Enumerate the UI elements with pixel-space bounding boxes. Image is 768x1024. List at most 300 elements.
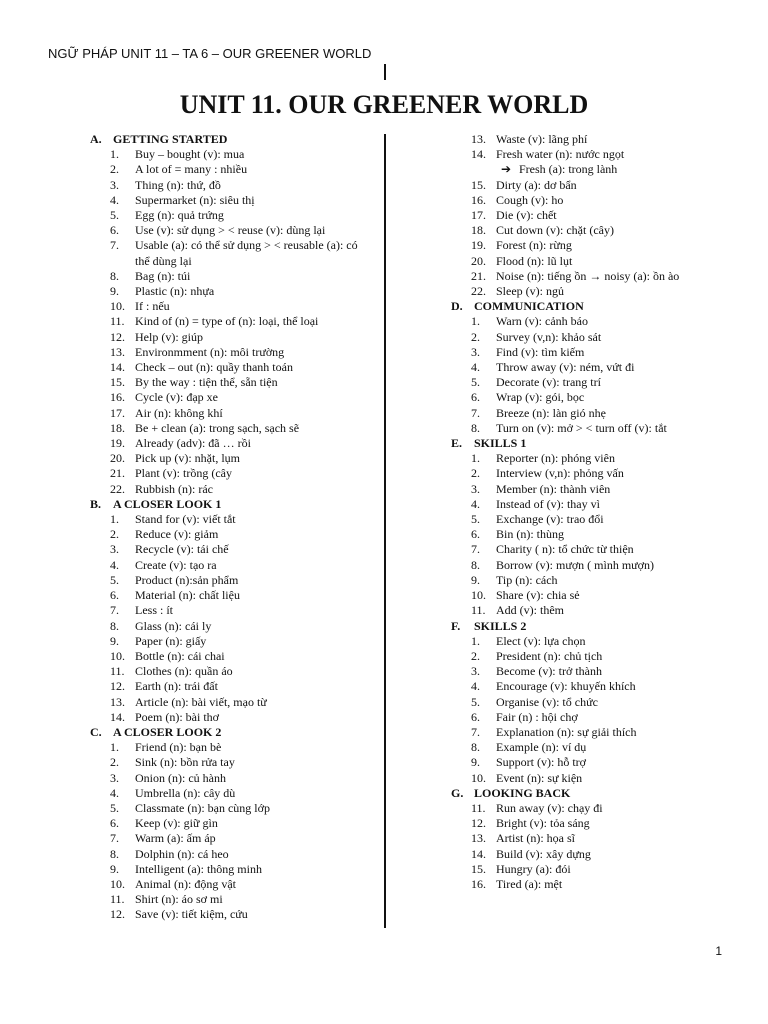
vocab-item — [451, 603, 751, 618]
item-number: 10. — [110, 648, 125, 663]
vocab-item — [451, 816, 751, 831]
item-number: 9. — [110, 633, 119, 648]
vocab-item — [451, 390, 751, 405]
vocab-text: Run away (v): chạy đi — [496, 800, 603, 815]
item-number: 17. — [110, 405, 125, 420]
vocab-text: Plant (v): trồng (cây — [135, 466, 232, 481]
vocab-text: Pick up (v): nhặt, lụm — [135, 451, 240, 466]
vocab-text: Sleep (v): ngủ — [496, 284, 564, 299]
vocab-item — [451, 330, 751, 345]
item-number: 17. — [471, 208, 486, 223]
vocab-item — [90, 284, 375, 299]
vocab-text: Build (v): xây dựng — [496, 846, 591, 861]
vocab-item — [451, 284, 751, 299]
item-number: 4. — [110, 557, 119, 572]
section-heading — [90, 132, 375, 147]
vocab-text: Intelligent (a): thông minh — [135, 861, 262, 876]
item-number: 3. — [471, 344, 480, 359]
vocab-text: Be + clean (a): trong sạch, sạch sẽ — [135, 420, 300, 435]
vocab-text: Animal (n): động vật — [135, 876, 236, 891]
item-number: 7. — [471, 542, 480, 557]
vocab-text: Reduce (v): giảm — [135, 527, 219, 542]
vocab-item — [90, 801, 375, 816]
vocab-item — [90, 573, 375, 588]
vocab-text: Dirty (a): dơ bẩn — [496, 177, 577, 192]
vocab-item — [90, 360, 375, 375]
vocab-text: Charity ( n): tổ chức từ thiện — [496, 542, 634, 557]
item-number: 8. — [471, 740, 480, 755]
item-number: 1. — [110, 147, 119, 162]
vocab-text: Article (n): bài viết, mạo từ — [135, 694, 267, 709]
vocab-item — [451, 710, 751, 725]
item-number: 11. — [471, 603, 486, 618]
vocab-item — [451, 588, 751, 603]
vocab-text: Classmate (n): bạn cùng lớp — [135, 800, 270, 815]
vocab-item — [90, 208, 375, 223]
vocab-text: Umbrella (n): cây dù — [135, 785, 236, 800]
vocab-item — [451, 178, 751, 193]
vocab-item — [451, 269, 751, 284]
vocab-item — [451, 847, 751, 862]
page-number: 1 — [715, 944, 722, 958]
section-letter: A. — [90, 132, 102, 146]
arrow-icon: ➔ — [501, 162, 512, 177]
vocab-item — [451, 664, 751, 679]
vocab-item — [90, 269, 375, 284]
vocab-item — [90, 755, 375, 770]
item-number: 15. — [471, 861, 486, 876]
item-number: 6. — [110, 816, 119, 831]
item-number: 12. — [110, 907, 125, 922]
vocab-text: Bottle (n): cái chai — [135, 648, 225, 663]
item-number: 16. — [110, 390, 125, 405]
section-title: LOOKING BACK — [474, 785, 571, 800]
item-number: 5. — [471, 375, 480, 390]
item-number: 13. — [471, 831, 486, 846]
item-number: 1. — [110, 740, 119, 755]
item-number: 10. — [471, 588, 486, 603]
vocab-text: Check – out (n): quầy thanh toán — [135, 360, 293, 375]
vocab-item — [90, 740, 375, 755]
vocab-text: Bin (n): thùng — [496, 527, 564, 542]
item-number: 1. — [471, 314, 480, 329]
vocab-text: Wrap (v): gói, bọc — [496, 390, 585, 405]
item-number: 7. — [110, 238, 119, 253]
vocab-item — [451, 527, 751, 542]
vocab-item — [451, 801, 751, 816]
vocab-text: Turn on (v): mở > < turn off (v): tắt — [496, 420, 667, 435]
vocab-text: Supermarket (n): siêu thị — [135, 192, 255, 207]
vocab-item — [451, 634, 751, 649]
item-number: 5. — [110, 208, 119, 223]
vocab-item — [90, 451, 375, 466]
page-title: UNIT 11. OUR GREENER WORLD — [179, 90, 589, 119]
vocab-text: A lot of = many : nhiều — [135, 162, 248, 177]
section-title: A CLOSER LOOK 2 — [113, 724, 222, 739]
section-letter: E. — [451, 436, 463, 451]
item-number: 18. — [110, 420, 125, 435]
item-number: 8. — [471, 557, 480, 572]
vocab-text: Recycle (v): tái chế — [135, 542, 229, 557]
vocab-text: Cycle (v): đạp xe — [135, 390, 218, 405]
vocab-item — [90, 193, 375, 208]
vocab-text: Help (v): giúp — [135, 329, 203, 344]
item-number: 7. — [110, 603, 119, 618]
item-number: 2. — [471, 466, 480, 481]
vocab-text: Tip (n): cách — [496, 572, 558, 587]
item-number: 6. — [110, 588, 119, 603]
vocab-text: Elect (v): lựa chọn — [496, 633, 586, 648]
section-title: GETTING STARTED — [113, 132, 228, 146]
vocab-text: Bag (n): túi — [135, 268, 191, 283]
vocab-text: Fair (n) : hội chợ — [496, 709, 578, 724]
vocab-item — [451, 771, 751, 786]
vocab-item — [451, 497, 751, 512]
vocab-text: Keep (v): giữ gìn — [135, 816, 218, 831]
item-number: 8. — [110, 846, 119, 861]
vocab-item — [90, 527, 375, 542]
vocab-text: Instead of (v): thay vì — [496, 496, 600, 511]
vocab-item — [90, 406, 375, 421]
vocab-item — [451, 451, 751, 466]
vocab-text: Forest (n): rừng — [496, 238, 572, 253]
vocab-item — [90, 542, 375, 557]
vocab-text: Reporter (n): phóng viên — [496, 451, 615, 466]
item-number: 18. — [471, 223, 486, 238]
vocab-text: Survey (v,n): khảo sát — [496, 329, 602, 344]
vocab-item — [90, 223, 375, 238]
item-number: 9. — [471, 755, 480, 770]
section-heading — [451, 619, 751, 634]
item-number: 11. — [110, 892, 125, 907]
vocab-item — [451, 542, 751, 557]
item-number: 4. — [110, 785, 119, 800]
vocab-item — [451, 740, 751, 755]
vocab-item — [90, 238, 375, 268]
vocab-text: Interview (v,n): phỏng vấn — [496, 466, 624, 481]
item-number: 9. — [471, 572, 480, 587]
vocab-item — [451, 375, 751, 390]
vocab-item — [451, 466, 751, 481]
vocab-text: Event (n): sự kiện — [496, 770, 583, 785]
item-number: 3. — [110, 770, 119, 785]
item-number: 14. — [471, 147, 486, 162]
item-number: 14. — [110, 709, 125, 724]
vocab-item — [90, 390, 375, 405]
vocab-text: Usable (a): có thể sử dụng > < reusable (a): có thể dùng lại — [135, 238, 358, 268]
vocab-text: If : nếu — [135, 299, 170, 314]
item-number: 10. — [110, 876, 125, 891]
vocab-item — [90, 831, 375, 846]
item-number: 10. — [110, 299, 125, 314]
item-number: 6. — [471, 390, 480, 405]
vocab-item — [90, 375, 375, 390]
item-number: 11. — [471, 800, 486, 815]
vocab-item — [90, 619, 375, 634]
vocab-item — [451, 725, 751, 740]
vocab-text: Breeze (n): làn gió nhẹ — [496, 405, 606, 420]
item-number: 7. — [471, 405, 480, 420]
vocab-item — [90, 664, 375, 679]
vocab-text: Warm (a): ấm áp — [135, 831, 216, 846]
vocab-text: Organise (v): tổ chức — [496, 694, 598, 709]
item-number: 4. — [471, 360, 480, 375]
item-number: 14. — [110, 360, 125, 375]
vocab-item — [451, 345, 751, 360]
vocab-text: Example (n): ví dụ — [496, 740, 587, 755]
vocab-item — [451, 679, 751, 694]
section-letter: F. — [451, 618, 461, 633]
left-column — [90, 132, 375, 923]
vocab-text: Egg (n): quả trứng — [135, 208, 224, 223]
vocab-item — [90, 421, 375, 436]
vocab-text: Material (n): chất liệu — [135, 588, 240, 603]
item-number: 9. — [110, 284, 119, 299]
item-number: 20. — [471, 253, 486, 268]
vocab-item — [90, 314, 375, 329]
item-number: 1. — [471, 633, 480, 648]
item-number: 4. — [471, 496, 480, 511]
vocab-text: Bright (v): tỏa sáng — [496, 816, 590, 831]
vocab-item — [451, 831, 751, 846]
vocab-item — [90, 816, 375, 831]
text-cursor — [384, 64, 386, 80]
vocab-text: President (n): chủ tịch — [496, 648, 603, 663]
vocab-text: Poem (n): bài thơ — [135, 709, 219, 724]
vocab-text: Add (v): thêm — [496, 603, 564, 618]
section-heading — [451, 786, 751, 801]
vocab-text: Waste (v): lãng phí — [496, 132, 588, 146]
vocab-item — [90, 786, 375, 801]
item-number: 19. — [471, 238, 486, 253]
item-number: 12. — [471, 816, 486, 831]
item-number: 21. — [471, 268, 486, 283]
section-title: A CLOSER LOOK 1 — [113, 496, 222, 511]
vocab-text: Warn (v): cảnh báo — [496, 314, 588, 329]
vocab-text: Borrow (v): mượn ( mình mượn) — [496, 557, 655, 572]
vocab-text: Die (v): chết — [496, 208, 557, 223]
vocab-item — [90, 771, 375, 786]
item-number: 12. — [110, 329, 125, 344]
vocab-text: Onion (n): củ hành — [135, 770, 226, 785]
vocab-item — [90, 649, 375, 664]
vocab-item — [90, 634, 375, 649]
section-letter: D. — [451, 299, 463, 314]
vocab-text: Throw away (v): ném, vứt đi — [496, 360, 635, 375]
vocab-item — [90, 877, 375, 892]
vocab-item — [451, 223, 751, 238]
vocab-text: Already (adv): đã … rồi — [135, 436, 251, 451]
vocab-item — [90, 679, 375, 694]
vocab-text: Create (v): tạo ra — [135, 557, 217, 572]
item-number: 3. — [471, 664, 480, 679]
vocab-text: Member (n): thành viên — [496, 481, 611, 496]
vocab-item — [451, 238, 751, 253]
item-number: 5. — [471, 694, 480, 709]
vocab-text: Air (n): không khí — [135, 405, 223, 420]
section-letter: B. — [90, 496, 102, 511]
vocab-text: Become (v): trở thành — [496, 664, 602, 679]
vocab-text: Product (n):sản phẩm — [135, 572, 239, 587]
vocab-text: Rubbish (n): rác — [135, 481, 213, 496]
item-number: 6. — [471, 527, 480, 542]
item-number: 21. — [110, 466, 125, 481]
item-number: 20. — [110, 451, 125, 466]
section-title: SKILLS 1 — [474, 436, 527, 451]
vocab-text: Stand for (v): viết tắt — [135, 512, 236, 527]
vocab-text: Earth (n): trái đất — [135, 679, 218, 694]
vocab-text: Paper (n): giấy — [135, 633, 207, 648]
item-number: 12. — [110, 679, 125, 694]
item-number: 14. — [471, 846, 486, 861]
item-number: 6. — [110, 223, 119, 238]
vocab-text: Artist (n): họa sĩ — [496, 831, 575, 846]
item-number: 1. — [471, 451, 480, 466]
vocab-text: Thing (n): thứ, đồ — [135, 177, 221, 192]
item-number: 16. — [471, 192, 486, 207]
vocab-item — [90, 466, 375, 481]
item-number: 1. — [110, 512, 119, 527]
item-number: 8. — [471, 420, 480, 435]
vocab-item — [90, 695, 375, 710]
vocab-text: Exchange (v): trao đổi — [496, 512, 604, 527]
item-number: 2. — [471, 648, 480, 663]
vocab-text: By the way : tiện thể, sẵn tiện — [135, 375, 278, 390]
vocab-item — [90, 147, 375, 162]
item-number: 2. — [110, 162, 119, 177]
vocab-text: Less : ít — [135, 603, 173, 618]
vocab-item — [451, 877, 751, 892]
item-number: 2. — [110, 755, 119, 770]
vocab-item — [451, 132, 751, 147]
vocab-text: Glass (n): cái ly — [135, 618, 212, 633]
item-number: 5. — [110, 572, 119, 587]
vocab-text: Cough (v): ho — [496, 192, 564, 207]
vocab-item — [451, 695, 751, 710]
vocab-item — [451, 360, 751, 375]
item-number: 7. — [110, 831, 119, 846]
item-number: 16. — [471, 876, 486, 891]
section-heading — [451, 299, 751, 314]
item-number: 11. — [110, 664, 125, 679]
vocab-text: Explanation (n): sự giải thích — [496, 724, 637, 739]
item-number: 19. — [110, 436, 125, 451]
vocab-text: Friend (n): bạn bè — [135, 740, 222, 755]
vocab-item — [90, 907, 375, 922]
item-number: 9. — [110, 861, 119, 876]
vocab-text: Dolphin (n): cá heo — [135, 846, 229, 861]
vocab-item — [90, 558, 375, 573]
vocab-text: Flood (n): lũ lụt — [496, 253, 573, 268]
item-number: 6. — [471, 709, 480, 724]
item-number: 13. — [110, 694, 125, 709]
vocab-item — [451, 208, 751, 223]
item-number: 8. — [110, 618, 119, 633]
item-number: 22. — [110, 481, 125, 496]
vocab-text: Find (v): tìm kiếm — [496, 344, 585, 359]
vocab-item — [451, 147, 751, 162]
section-heading — [90, 725, 375, 740]
vocab-item — [90, 178, 375, 193]
vocab-item — [90, 847, 375, 862]
item-number: 4. — [110, 192, 119, 207]
vocab-item — [451, 862, 751, 877]
vocab-item — [451, 314, 751, 329]
section-title: SKILLS 2 — [474, 618, 527, 633]
item-number: 8. — [110, 268, 119, 283]
vocab-text: Decorate (v): trang trí — [496, 375, 601, 390]
item-number: 3. — [110, 542, 119, 557]
item-number: 13. — [110, 344, 125, 359]
vocab-item — [90, 162, 375, 177]
column-divider — [384, 134, 386, 928]
vocab-item — [451, 254, 751, 269]
vocab-text: Buy – bought (v): mua — [135, 147, 245, 162]
vocab-item — [90, 299, 375, 314]
section-heading — [451, 436, 751, 451]
vocab-item — [90, 345, 375, 360]
vocab-item — [90, 588, 375, 603]
item-number: 22. — [471, 284, 486, 299]
vocab-item — [90, 330, 375, 345]
vocab-text: Shirt (n): áo sơ mi — [135, 892, 223, 907]
vocab-item — [90, 482, 375, 497]
item-number: 11. — [110, 314, 125, 329]
vocab-item — [90, 862, 375, 877]
vocab-item — [451, 558, 751, 573]
section-heading — [90, 497, 375, 512]
vocab-item — [451, 421, 751, 436]
vocab-item — [451, 482, 751, 497]
vocab-subitem — [451, 162, 751, 177]
vocab-text: Sink (n): bồn rửa tay — [135, 755, 235, 770]
vocab-item — [451, 573, 751, 588]
item-number: 3. — [110, 177, 119, 192]
vocab-item — [90, 512, 375, 527]
vocab-text: Save (v): tiết kiệm, cứu — [135, 907, 248, 922]
vocab-text: Fresh water (n): nước ngọt — [496, 147, 625, 162]
item-number: 5. — [110, 800, 119, 815]
vocab-text: Cut down (v): chặt (cây) — [496, 223, 614, 238]
section-letter: C. — [90, 724, 102, 739]
vocab-text: Noise (n): tiếng ồn → noisy (a): ồn ào — [496, 268, 680, 283]
vocab-item — [451, 755, 751, 770]
item-number: 4. — [471, 679, 480, 694]
vocab-text: Fresh (a): trong lành — [519, 162, 618, 177]
vocab-text: Clothes (n): quần áo — [135, 664, 233, 679]
item-number: 15. — [110, 375, 125, 390]
section-letter: G. — [451, 785, 464, 800]
page-header: NGỮ PHÁP UNIT 11 – TA 6 – OUR GREENER WORLD — [48, 46, 372, 61]
vocab-text: Encourage (v): khuyến khích — [496, 679, 636, 694]
vocab-item — [451, 512, 751, 527]
item-number: 15. — [471, 177, 486, 192]
item-number: 2. — [110, 527, 119, 542]
vocab-text: Support (v): hỗ trợ — [496, 755, 587, 770]
item-number: 7. — [471, 724, 480, 739]
vocab-item — [451, 406, 751, 421]
vocab-text: Share (v): chia sẻ — [496, 588, 580, 603]
vocab-text: Kind of (n) = type of (n): loại, thể loại — [135, 314, 319, 329]
item-number: 13. — [471, 132, 486, 146]
vocab-text: Hungry (a): đói — [496, 861, 571, 876]
vocab-item — [90, 710, 375, 725]
vocab-item — [451, 649, 751, 664]
item-number: 10. — [471, 770, 486, 785]
item-number: 2. — [471, 329, 480, 344]
vocab-text: Tired (a): mệt — [496, 876, 563, 891]
item-number: 3. — [471, 481, 480, 496]
